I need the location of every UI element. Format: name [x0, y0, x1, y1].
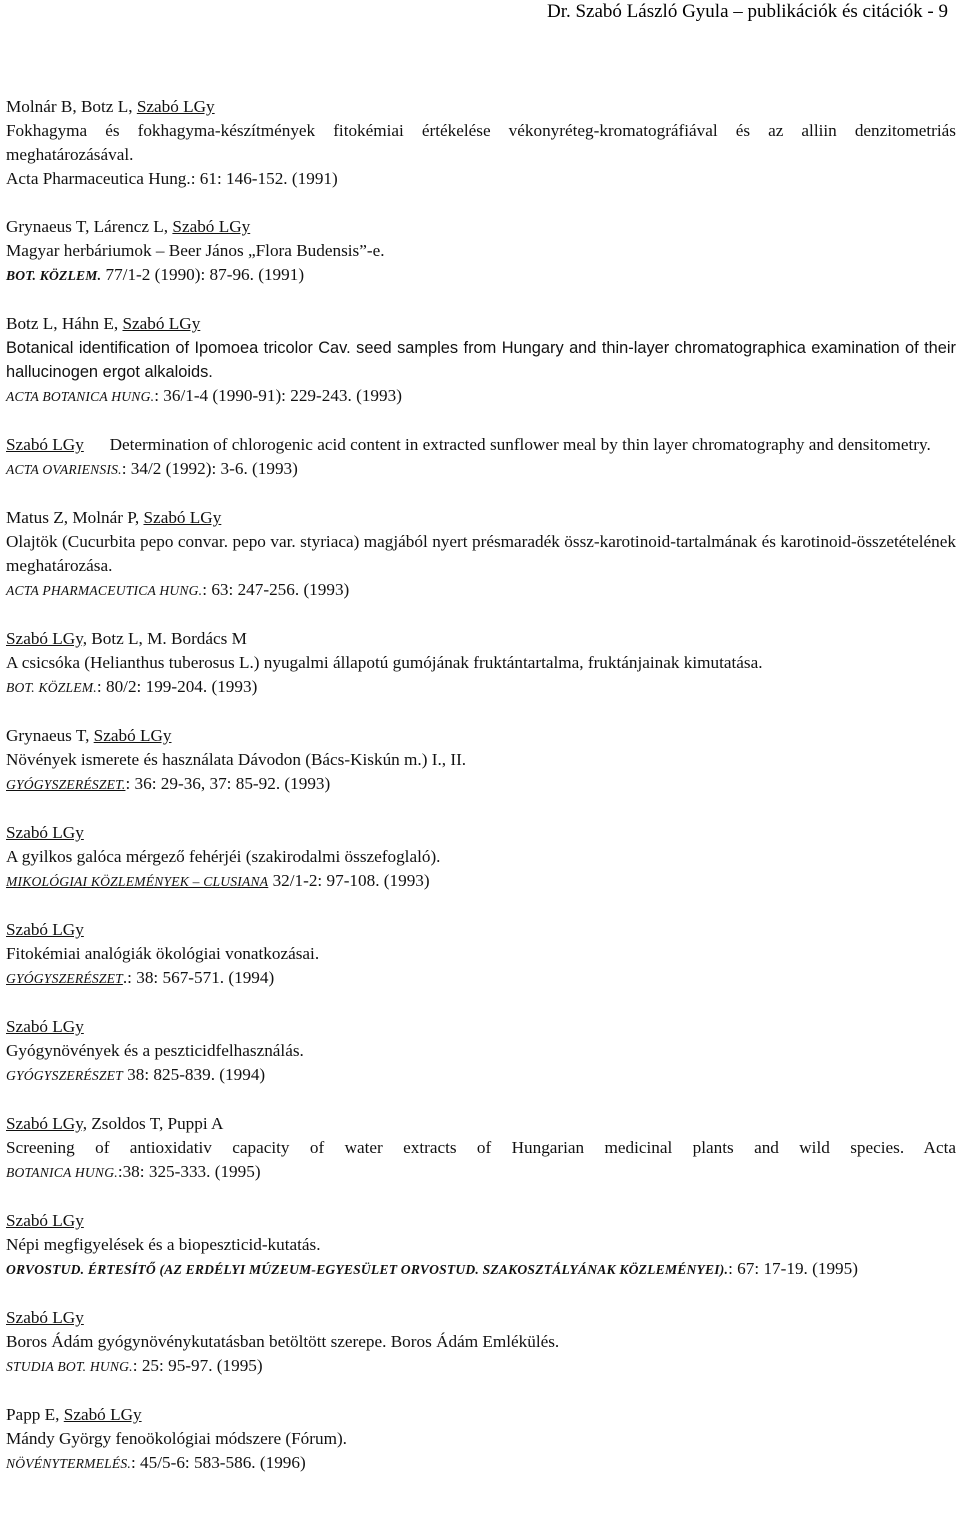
journal-name: NÖVÉNYTERMELÉS. — [6, 1456, 131, 1471]
publication-entry — [6, 1403, 956, 1476]
citation-text: 38: 825-839. (1994) — [122, 1065, 266, 1084]
entry-citation — [6, 578, 956, 603]
entry-citation — [6, 1257, 956, 1282]
entry-title: Fokhagyma és fokhagyma-készítmények fitokémiai értékelése vékonyréteg-kromatográfiával és az alliin denzitometriás meghatározásával. — [6, 121, 956, 164]
publication-entry — [6, 506, 956, 603]
author-highlight: Szabó LGy — [6, 1308, 84, 1327]
entry-authors — [6, 821, 956, 845]
journal-name: ACTA OVARIENSIS. — [6, 462, 122, 477]
entry-title: A csicsóka (Helianthus tuberosus L.) nyugalmi állapotú gumójának fruktántartalma, fruktánjainak kimutatása. — [6, 653, 763, 672]
publication-entry — [6, 95, 956, 191]
citation-text: :38: 325-333. (1995) — [117, 1162, 261, 1181]
entry-title: Növények ismerete és használata Dávodon (Bács-Kiskún m.) I., II. — [6, 750, 467, 769]
journal-name: GYÓGYSZERÉSZET. — [6, 777, 126, 792]
author-highlight: Szabó LGy — [63, 1405, 142, 1424]
journal-name: BOTANICA HUNG. — [6, 1165, 118, 1180]
publication-list — [6, 95, 956, 1500]
journal-name: ACTA BOTANICA HUNG. — [6, 389, 155, 404]
entry-title: Determination of chlorogenic acid content in extracted sunflower meal by thin layer chromatography and densitometry. — [109, 435, 931, 454]
author-highlight: Szabó LGy, — [6, 629, 87, 648]
entry-citation — [6, 1160, 956, 1185]
publication-entry — [6, 918, 956, 991]
journal-name: MIKOLÓGIAI KÖZLEMÉNYEK – CLUSIANA — [6, 874, 269, 889]
entry-authors: Molnár B, Botz L, Szabó LGy — [6, 97, 215, 116]
entry-citation — [6, 869, 956, 894]
entry-citation — [6, 1063, 956, 1088]
citation-text: : 36/1-4 (1990-91): 229-243. (1993) — [154, 386, 402, 405]
entry-title: Olajtök (Cucurbita pepo convar. pepo var. styriaca) magjából nyert présmaradék össz-karotinoid-tartalmának és karotinoid-összetételének meghatározása. — [6, 532, 956, 575]
entry-authors — [6, 1015, 956, 1039]
publication-entry — [6, 1306, 956, 1379]
publication-entry — [6, 724, 956, 797]
citation-text: .: 38: 567-571. (1994) — [122, 968, 275, 987]
entry-title: Fitokémiai analógiák ökológiai vonatkozásai. — [6, 944, 320, 963]
entry-authors: Grynaeus T, Lárencz L, Szabó LGy — [6, 217, 251, 236]
entry-title: Screening of antioxidativ capacity of water extracts of Hungarian medicinal plants and wild species. Acta — [6, 1138, 956, 1157]
publication-entry — [6, 215, 956, 288]
entry-citation — [6, 1451, 956, 1476]
journal-name: ACTA PHARMACEUTICA HUNG. — [6, 583, 203, 598]
entry-citation — [6, 1354, 956, 1379]
author-highlight: Szabó LGy — [143, 508, 222, 527]
publication-entry — [6, 821, 956, 894]
entry-title: Boros Ádám gyógynövénykutatásban betöltött szerepe. Boros Ádám Emlékülés. — [6, 1332, 560, 1351]
journal-name: STUDIA BOT. HUNG. — [6, 1359, 133, 1374]
journal-name: GYÓGYSZERÉSZET — [6, 971, 123, 986]
citation-text: : 67: 17-19. (1995) — [728, 1259, 858, 1278]
entry-title: Mándy György fenoökológiai módszere (Fórum). — [6, 1429, 347, 1448]
entry-title: A gyilkos galóca mérgező fehérjéi (szakirodalmi összefoglaló). — [6, 847, 441, 866]
citation-text: : 25: 95-97. (1995) — [132, 1356, 263, 1375]
citation-text: : 36: 29-36, 37: 85-92. (1993) — [125, 774, 331, 793]
entry-citation — [6, 966, 956, 991]
entry-authors — [6, 918, 956, 942]
entry-citation — [6, 772, 956, 797]
entry-citation — [6, 167, 956, 191]
citation-text: 32/1-2: 97-108. (1993) — [268, 871, 430, 890]
header-text: Dr. Szabó László Gyula – publikációk és citációk - 9 — [546, 1, 948, 22]
publication-entry — [6, 627, 956, 700]
citation-text: : 45/5-6: 583-586. (1996) — [130, 1453, 306, 1472]
author-highlight: Szabó LGy — [136, 97, 215, 116]
author-highlight: Szabó LGy — [122, 314, 201, 333]
page-header — [547, 0, 948, 24]
entry-authors — [6, 1306, 956, 1330]
entry-authors: Matus Z, Molnár P, Szabó LGy — [6, 508, 222, 527]
author-highlight: Szabó LGy — [6, 1017, 84, 1036]
author-highlight: Szabó LGy — [6, 1211, 84, 1230]
publication-entry — [6, 433, 956, 482]
journal-name: GYÓGYSZERÉSZET — [6, 1068, 123, 1083]
journal-name: BOT. KÖZLEM. — [6, 680, 97, 695]
publication-entry — [6, 1015, 956, 1088]
entry-authors: Papp E, Szabó LGy — [6, 1405, 142, 1424]
entry-authors-title — [6, 433, 956, 457]
entry-title: Botanical identification of Ipomoea tricolor Cav. seed samples from Hungary and thin-layer chromatographica examination of their hallucinogen ergot alkaloids. — [6, 339, 956, 381]
author-highlight: Szabó LGy — [93, 726, 172, 745]
author-highlight: Szabó LGy — [6, 920, 84, 939]
citation-text: : 80/2: 199-204. (1993) — [96, 677, 258, 696]
publication-entry — [6, 1209, 956, 1282]
entry-citation — [6, 675, 956, 700]
author-highlight: Szabó LGy — [6, 823, 84, 842]
entry-citation — [6, 384, 956, 409]
author-highlight: Szabó LGy, — [6, 1114, 87, 1133]
citation-text: : 63: 247-256. (1993) — [202, 580, 350, 599]
entry-title: Gyógynövények és a peszticidfelhasználás. — [6, 1041, 304, 1060]
journal-name: ORVOSTUD. ÉRTESÍTŐ (AZ ERDÉLYI MÚZEUM-EGYESÜLET ORVOSTUD. SZAKOSZTÁLYÁNAK KÖZLEMÉNYEI). — [6, 1262, 729, 1277]
entry-authors: Szabó LGy, Zsoldos T, Puppi A — [6, 1114, 224, 1133]
publication-entry — [6, 312, 956, 409]
entry-citation — [6, 457, 956, 482]
citation-text: Acta Pharmaceutica Hung.: 61: 146-152. (1991) — [6, 169, 338, 188]
author-highlight: Szabó LGy — [6, 435, 84, 454]
entry-authors — [6, 1209, 956, 1233]
citation-text: 77/1-2 (1990): 87-96. (1991) — [101, 265, 305, 284]
entry-authors: Szabó LGy, Botz L, M. Bordács M — [6, 629, 247, 648]
author-highlight: Szabó LGy — [172, 217, 251, 236]
entry-title: Magyar herbáriumok – Beer János „Flora Budensis”-e. — [6, 241, 385, 260]
entry-authors: Botz L, Háhn E, Szabó LGy — [6, 314, 201, 333]
entry-title: Népi megfigyelések és a biopeszticid-kutatás. — [6, 1235, 321, 1254]
citation-text: : 34/2 (1992): 3-6. (1993) — [121, 459, 298, 478]
journal-name: BOT. KÖZLEM. — [6, 268, 102, 283]
entry-authors: Grynaeus T, Szabó LGy — [6, 726, 172, 745]
publication-entry — [6, 1112, 956, 1185]
entry-citation — [6, 263, 956, 288]
